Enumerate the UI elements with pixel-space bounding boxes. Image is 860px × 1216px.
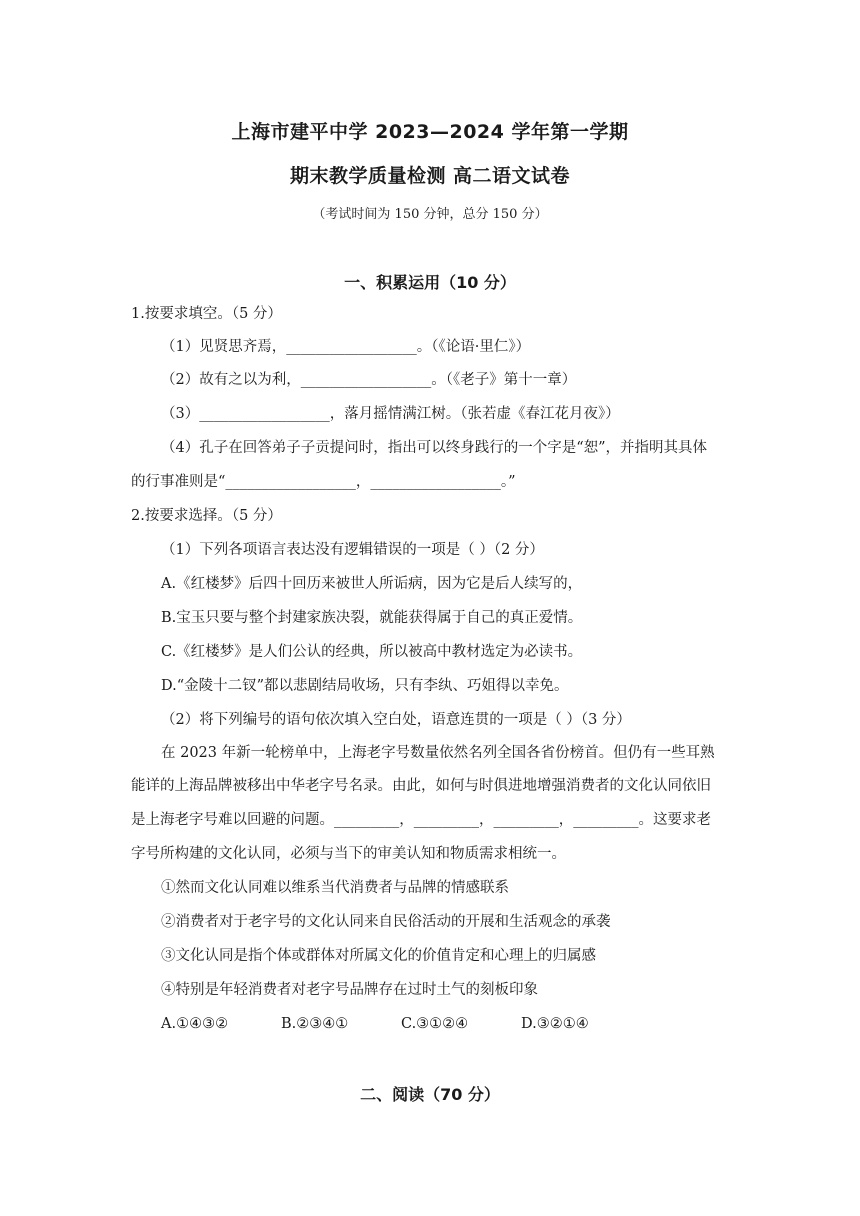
choice-d: D.③②①④ xyxy=(521,1016,589,1032)
question-2-sub1-option-c: C.《红楼梦》是人们公认的经典，所以被高中教材选定为必读书。 xyxy=(161,644,583,660)
question-2-sub1-option-b: B.宝玉只要与整个封建家族决裂，就能获得属于自己的真正爱情。 xyxy=(161,610,583,626)
exam-info: （考试时间为 150 分钟，总分 150 分） xyxy=(312,207,548,222)
passage-line-3: 是上海老字号难以回避的问题。_________，_________，_________，_________。这要求老 xyxy=(131,812,711,828)
sentence-4: ④特别是年轻消费者对老字号品牌存在过时土气的刻板印象 xyxy=(161,982,538,998)
question-2-sub1-stem: （1）下列各项语言表达没有逻辑错误的一项是（ ）（2 分） xyxy=(161,542,544,558)
passage-line-1: 在 2023 年新一轮榜单中，上海老字号数量依然名列全国各省份榜首。但仍有一些耳熟 xyxy=(161,745,715,761)
section-heading-1: 一、积累运用（10 分） xyxy=(344,273,516,292)
exam-title-line1: 上海市建平中学 2023—2024 学年第一学期 xyxy=(231,121,629,143)
question-1-item-3: （3）__________________，落月摇情满江树。（张若虚《春江花月夜》） xyxy=(161,406,620,422)
question-1-item-4-cont: 的行事准则是“__________________，__________________。” xyxy=(131,474,516,490)
sentence-2: ②消费者对于老字号的文化认同来自民俗活动的开展和生活观念的承袭 xyxy=(161,914,611,930)
choice-b: B.②③④① xyxy=(281,1016,349,1032)
question-2-sub1-option-a: A.《红楼梦》后四十回历来被世人所诟病，因为它是后人续写的， xyxy=(161,576,583,592)
choice-c: C.③①②④ xyxy=(401,1016,469,1032)
question-2-stem: 2.按要求选择。（5 分） xyxy=(131,508,282,524)
question-2-sub1-option-d: D.“金陵十二钗”都以悲剧结局收场，只有李纨、巧姐得以幸免。 xyxy=(161,678,569,694)
passage-line-4: 字号所构建的文化认同，必须与当下的审美认知和物质需求相统一。 xyxy=(131,846,566,862)
question-1-item-4: （4）孔子在回答弟子子贡提问时，指出可以终身践行的一个字是“恕”，并指明其具体 xyxy=(161,440,708,456)
section-heading-2: 二、阅读（70 分） xyxy=(360,1085,500,1104)
sentence-3: ③文化认同是指个体或群体对所属文化的价值肯定和心理上的归属感 xyxy=(161,948,596,964)
question-1-item-2: （2）故有之以为利，__________________。（《老子》第十一章） xyxy=(161,372,577,388)
question-1-stem: 1.按要求填空。（5 分） xyxy=(131,306,282,322)
passage-line-2: 能详的上海品牌被移出中华老字号名录。由此，如何与时俱进地增强消费者的文化认同依旧 xyxy=(131,778,711,794)
exam-title-line2: 期末教学质量检测 高二语文试卷 xyxy=(289,165,571,187)
question-2-sub2-stem: （2）将下列编号的语句依次填入空白处，语意连贯的一项是（ ）（3 分） xyxy=(161,712,631,728)
sentence-1: ①然而文化认同难以维系当代消费者与品牌的情感联系 xyxy=(161,880,509,896)
question-1-item-1: （1）见贤思齐焉，__________________。（《论语·里仁》） xyxy=(161,339,531,355)
choice-a: A.①④③② xyxy=(161,1016,229,1032)
